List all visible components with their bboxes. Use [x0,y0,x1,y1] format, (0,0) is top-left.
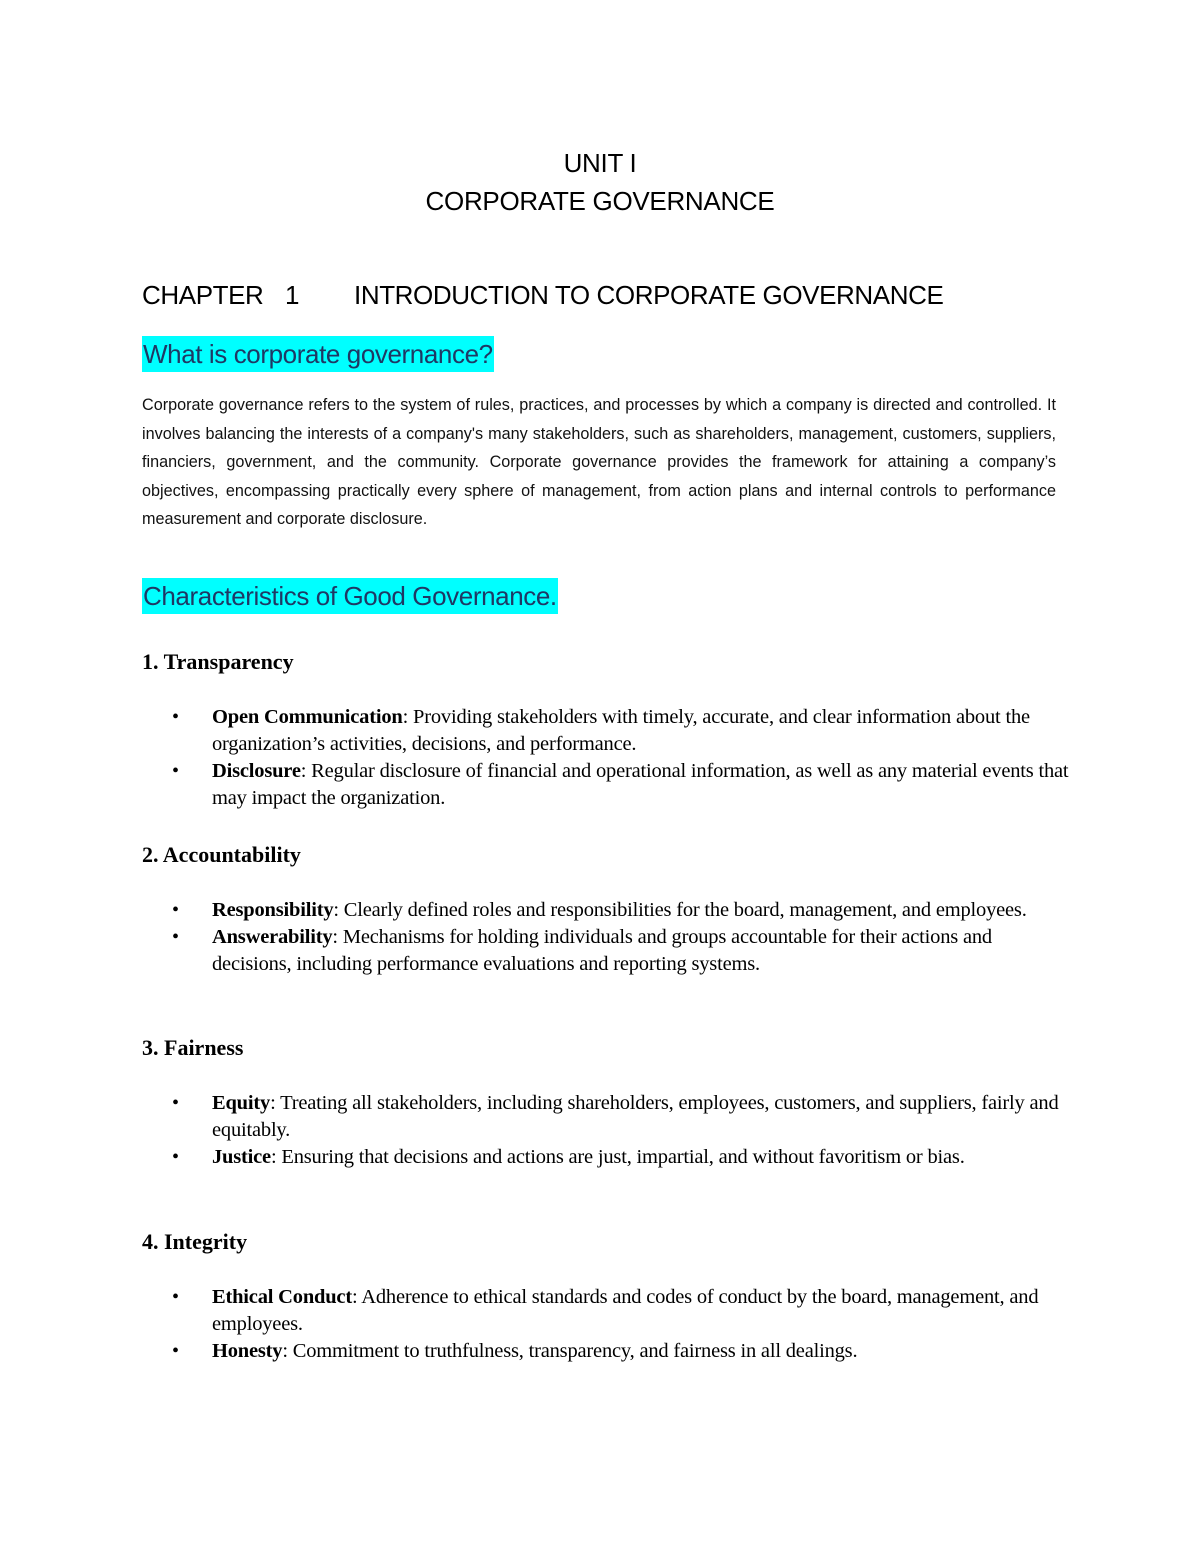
section-heading: 2. Accountability [142,842,301,867]
bullet-icon: • [172,899,179,921]
item-text: : Adherence to ethical standards and codes of conduct by the board, management, and employees. [212,1286,1039,1335]
bullet-icon: • [172,1092,179,1114]
list-item [0,1144,1072,1171]
intro-paragraph: Corporate governance refers to the system of rules, practices, and processes by which a company is directed and controlled. It involves balancing the interests of a company's many stakeholders, such as shareholders, management, customers, suppliers, financiers, government, and the community. Corporate governance provides the framework for attaining a company’s objectives, encompassing practically every sphere of management, from action plans and internal controls to performance measurement and corporate disclosure. [142,396,1056,528]
item-term: Justice [212,1146,271,1168]
unit-title: UNIT I [563,148,637,178]
item-term: Equity [212,1092,271,1114]
question-heading: What is corporate governance? [142,336,494,372]
chapter-title: INTRODUCTION TO CORPORATE GOVERNANCE [354,280,944,310]
section-heading: 3. Fairness [142,1035,244,1060]
section-heading: 1. Transparency [142,649,294,674]
subject-title: CORPORATE GOVERNANCE [425,186,775,216]
item-term: Disclosure [212,760,301,782]
item-term: Answerability [212,926,333,948]
chapter-heading [142,280,944,310]
bullet-icon: • [172,760,179,782]
item-text: : Treating all stakeholders, including shareholders, employees, customers, and suppliers, fairly and equitably. [212,1092,1059,1141]
item-text: : Ensuring that decisions and actions are just, impartial, and without favoritism or bias. [270,1146,965,1168]
bullet-icon: • [172,1340,179,1362]
bullet-list [0,704,1200,812]
item-term: Open Communication [212,706,403,728]
bullet-list [0,897,1200,978]
bullet-list [0,1090,1200,1171]
section-heading: 4. Integrity [142,1229,248,1254]
bullet-icon: • [172,706,179,728]
bullet-icon: • [172,926,179,948]
chapter-label: CHAPTER [142,280,264,310]
item-text: : Regular disclosure of financial and operational information, as well as any material events that may impact the organization. [212,760,1069,809]
chapter-number: 1 [285,280,300,310]
list-item [0,1284,1072,1338]
list-item [0,1090,1072,1144]
item-text: : Clearly defined roles and responsibilities for the board, management, and employees. [333,899,1027,921]
item-term: Ethical Conduct [212,1286,352,1308]
bullet-list [0,1284,1200,1365]
item-term: Honesty [212,1340,283,1362]
characteristics-heading: Characteristics of Good Governance. [142,578,558,614]
item-term: Responsibility [212,899,334,921]
item-text: : Commitment to truthfulness, transparency, and fairness in all dealings. [282,1340,858,1362]
bullet-icon: • [172,1286,179,1308]
bullet-icon: • [172,1146,179,1168]
list-item [0,1338,1072,1365]
item-text: : Providing stakeholders with timely, accurate, and clear information about the organization’s activities, decisions, and performance. [212,706,1030,755]
list-item [0,758,1072,812]
list-item [0,924,1072,978]
list-item [0,704,1072,758]
list-item [0,897,1072,924]
item-text: : Mechanisms for holding individuals and groups accountable for their actions and decisions, including performance evaluations and reporting systems. [212,926,992,975]
